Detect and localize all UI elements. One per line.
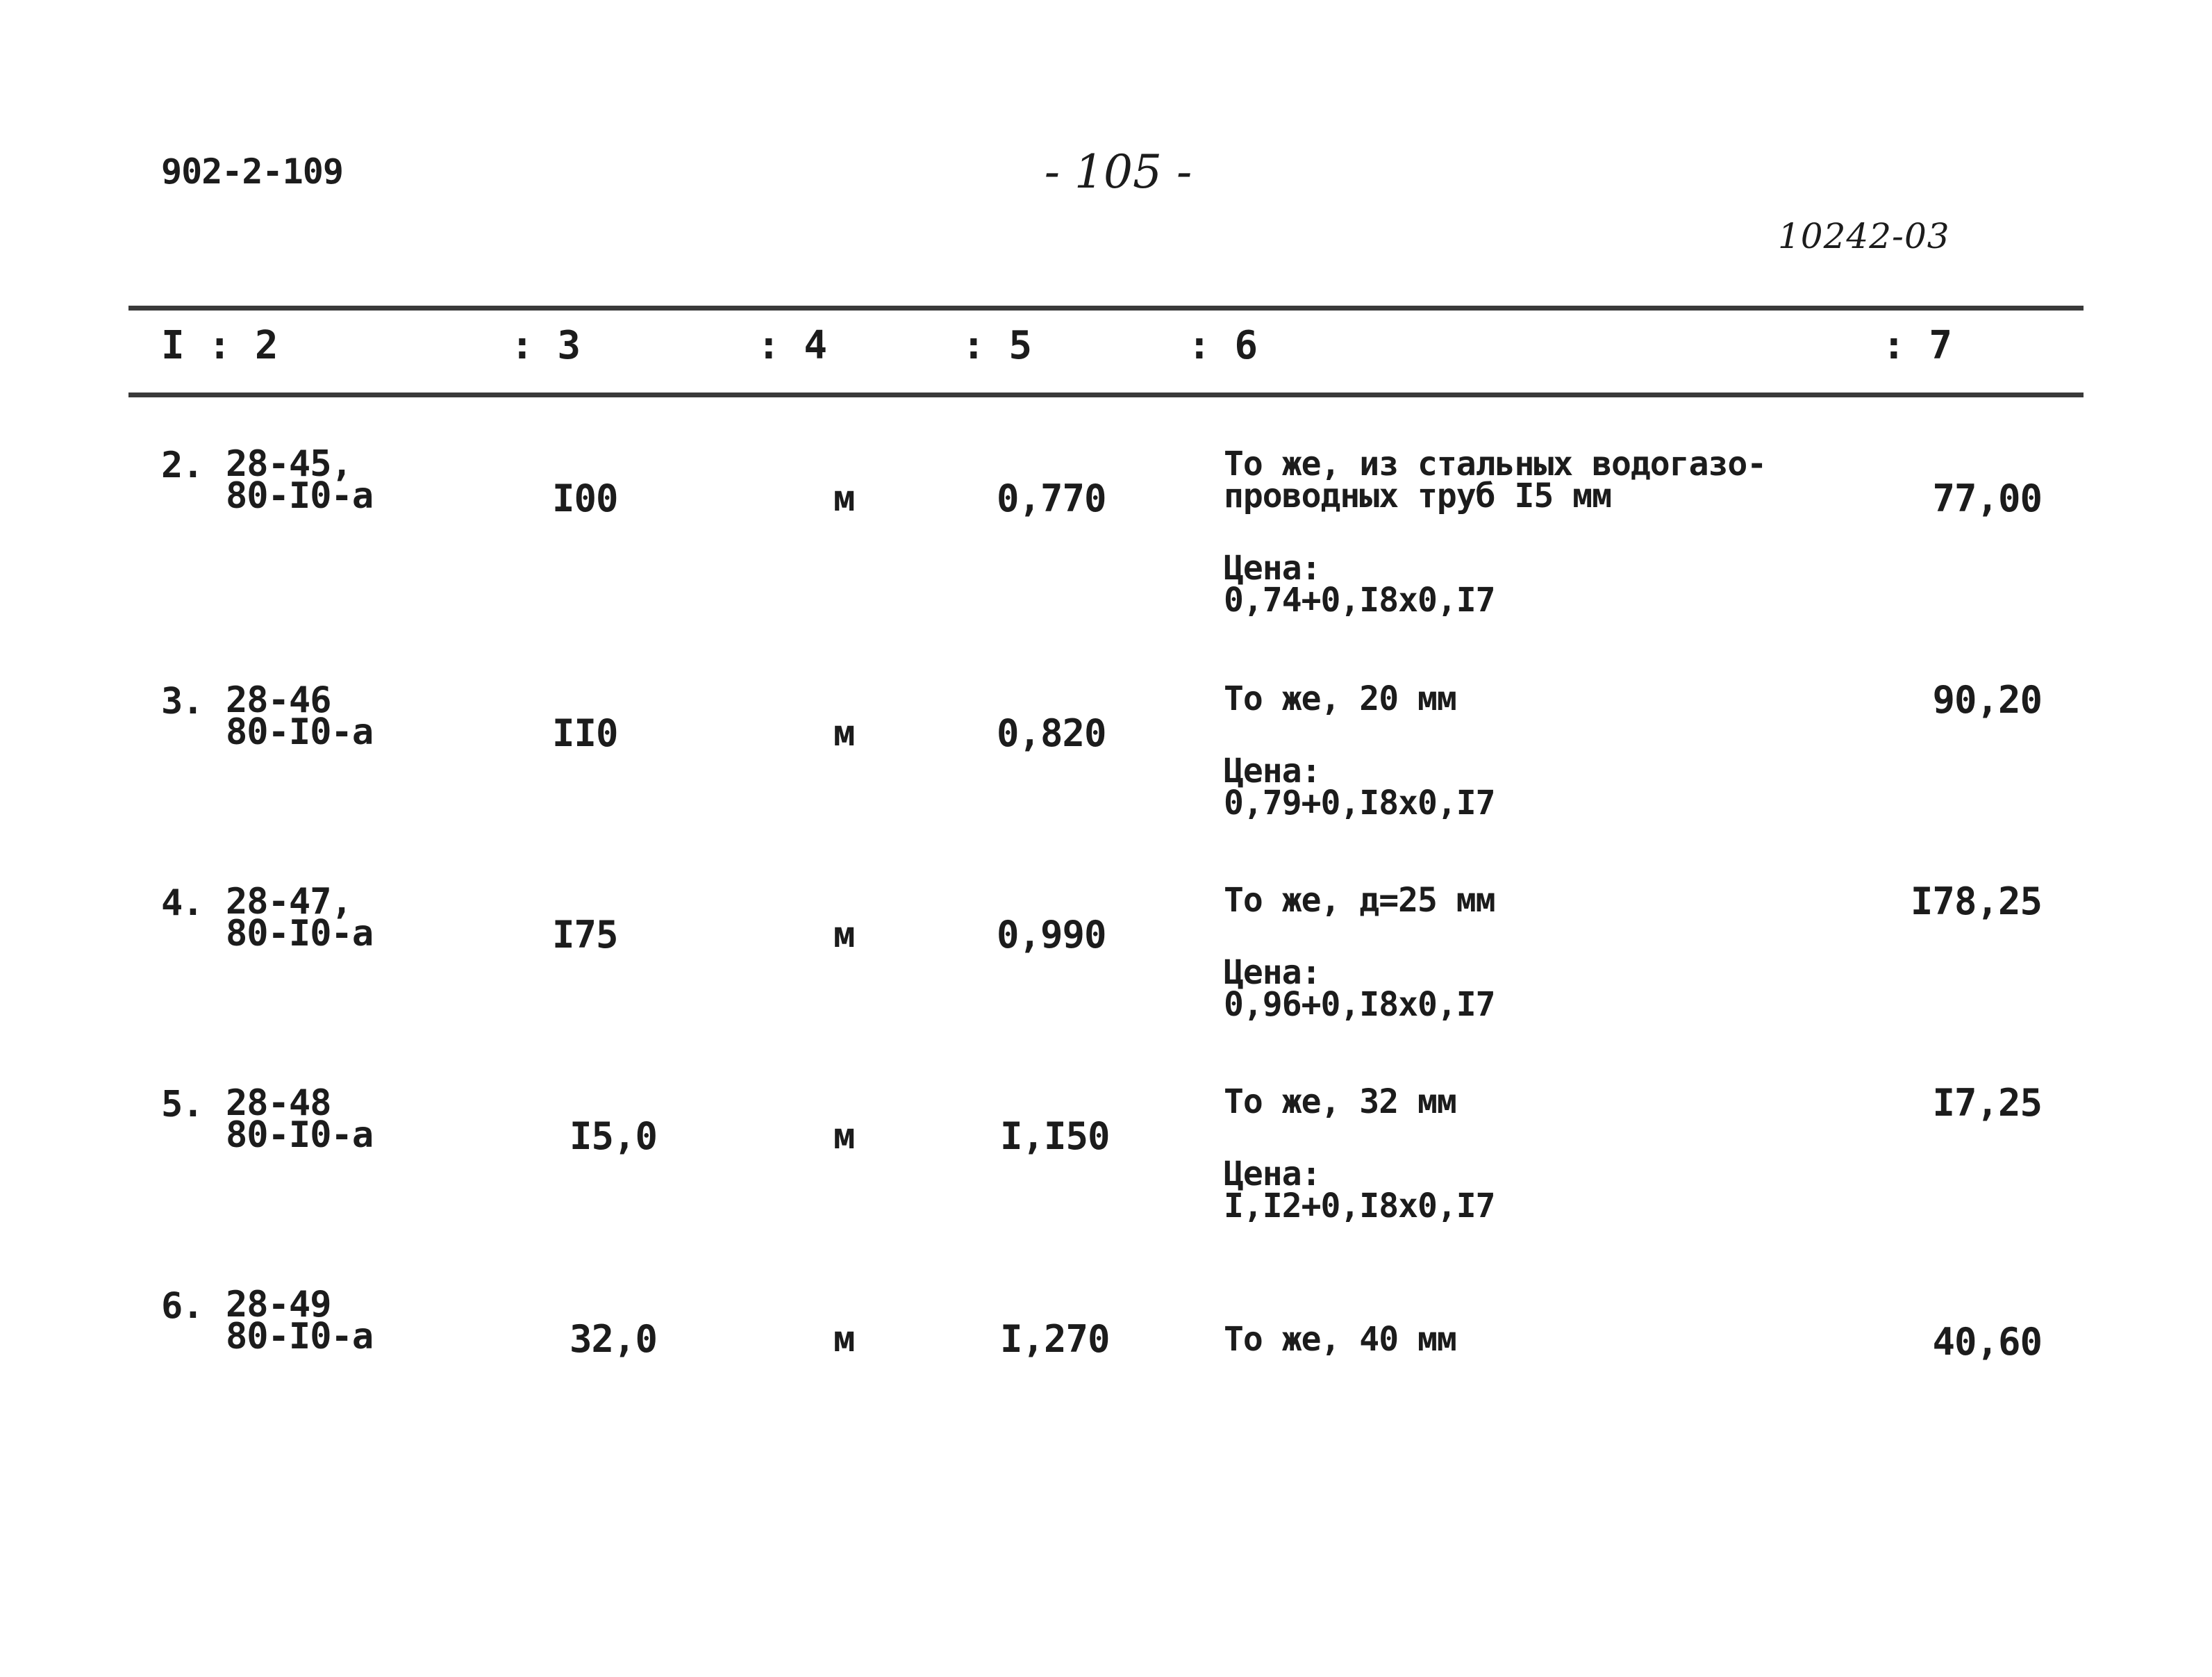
- row-code-line-2: 80-I0-a: [226, 913, 374, 955]
- column-header-3: : 3: [510, 323, 581, 368]
- row-unit: м: [833, 914, 855, 956]
- row-unit: м: [833, 1319, 855, 1360]
- row-number: 4.: [161, 882, 203, 924]
- row-description-line-1: То же, из стальных водогазо-: [1224, 445, 1767, 484]
- row-price-formula: 0,74+0,I8x0,I7: [1224, 581, 1495, 620]
- row-price-label: Цена:: [1224, 752, 1321, 791]
- row-number: 5.: [161, 1084, 203, 1125]
- row-total: I78,25: [1910, 879, 2042, 923]
- column-header-7: : 7: [1882, 323, 1953, 368]
- handwritten-reference: 10242-03: [1778, 216, 1950, 256]
- row-unit: м: [833, 713, 855, 754]
- row-price-label: Цена:: [1224, 953, 1321, 992]
- table-header-rule: [128, 393, 2084, 397]
- column-header-5: : 5: [962, 323, 1033, 368]
- row-total: 40,60: [1932, 1320, 2042, 1364]
- row-total: 77,00: [1932, 477, 2042, 520]
- column-header-4: : 4: [757, 323, 828, 368]
- row-total: I7,25: [1932, 1081, 2042, 1125]
- row-code-line-1: 28-48: [226, 1082, 331, 1124]
- row-quantity: 32,0: [569, 1317, 658, 1361]
- row-description-line-1: То же, 20 мм: [1224, 679, 1456, 718]
- row-total: 90,20: [1932, 678, 2042, 722]
- row-number: 2.: [161, 445, 203, 486]
- table-top-rule: [128, 306, 2084, 311]
- row-price-label: Цена:: [1224, 549, 1321, 588]
- row-description-line-1: То же, 32 мм: [1224, 1082, 1456, 1121]
- row-quantity: I75: [552, 913, 618, 957]
- row-description-line-1: То же, д=25 мм: [1224, 881, 1495, 920]
- row-number: 3.: [161, 681, 203, 722]
- row-quantity: II0: [552, 711, 618, 755]
- row-code-line-2: 80-I0-a: [226, 711, 374, 753]
- row-unit-price: I,270: [1000, 1317, 1110, 1361]
- row-unit: м: [833, 1116, 855, 1157]
- row-price-formula: 0,96+0,I8x0,I7: [1224, 985, 1495, 1024]
- row-description-line-1: То же, 40 мм: [1224, 1320, 1456, 1359]
- page-number: - 105 -: [1044, 145, 1192, 199]
- row-code-line-2: 80-I0-a: [226, 475, 374, 517]
- row-quantity: I00: [552, 477, 618, 520]
- row-price-formula: I,I2+0,I8x0,I7: [1224, 1187, 1495, 1225]
- row-price-formula: 0,79+0,I8x0,I7: [1224, 784, 1495, 823]
- row-code-line-2: 80-I0-a: [226, 1114, 374, 1156]
- row-unit: м: [833, 478, 855, 520]
- row-code-line-1: 28-47,: [226, 881, 352, 923]
- row-description-line-2: проводных труб I5 мм: [1224, 477, 1611, 515]
- document-code: 902-2-109: [161, 151, 343, 192]
- row-unit-price: I,I50: [1000, 1114, 1110, 1158]
- row-code-line-1: 28-46: [226, 679, 331, 721]
- row-price-label: Цена:: [1224, 1155, 1321, 1193]
- row-number: 6.: [161, 1285, 203, 1327]
- row-code-line-2: 80-I0-a: [226, 1316, 374, 1357]
- row-quantity: I5,0: [569, 1114, 658, 1158]
- column-header-1-2: I : 2: [161, 323, 278, 368]
- row-unit-price: 0,990: [997, 913, 1106, 957]
- row-code-line-1: 28-45,: [226, 443, 352, 485]
- row-unit-price: 0,770: [997, 477, 1106, 520]
- row-unit-price: 0,820: [997, 711, 1106, 755]
- row-code-line-1: 28-49: [226, 1284, 331, 1325]
- column-header-6: : 6: [1188, 323, 1258, 368]
